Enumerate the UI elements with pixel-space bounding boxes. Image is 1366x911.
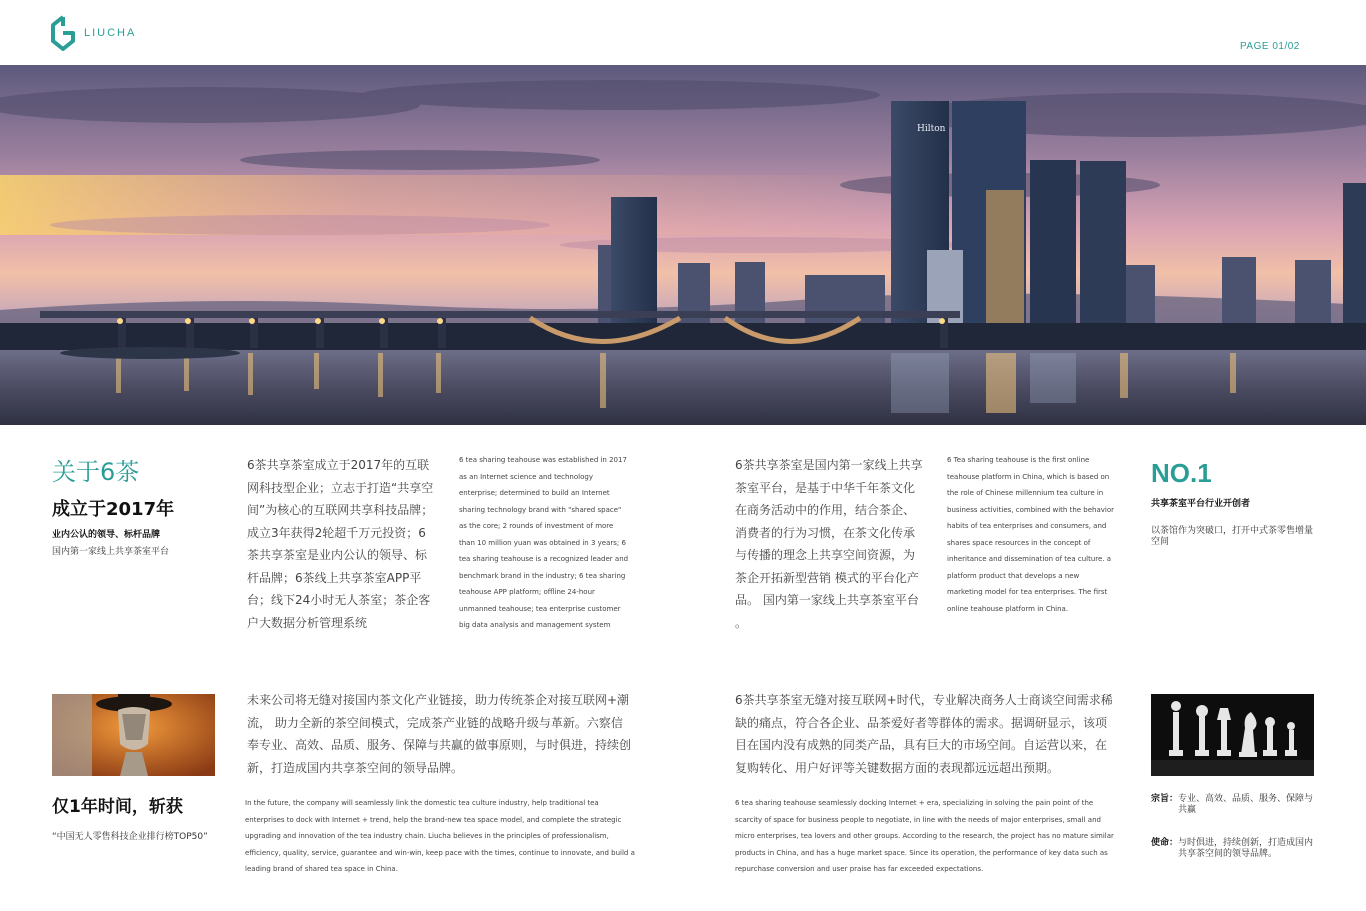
intro-chinese-text: 6茶共享茶室成立于2017年的互联网科技型企业；立志于打造“共享空间”为核心的互联网共享科技品牌；成立3年获得2轮超千万元投资；6茶共享茶室是业内公认的领导、标杆品牌；6茶线上共享茶室APP平台；线下24小时无人茶室；茶企客户大数据分析管理系统 — [247, 458, 434, 630]
purpose-label: 宗旨： — [1151, 794, 1179, 804]
hilton-sign: Hilton — [917, 124, 946, 134]
chess-pieces-image — [1151, 694, 1314, 776]
award-trophy-image — [52, 694, 215, 776]
platform-english-text: 6 Tea sharing teahouse is the first online teahouse platform in China, which is based on the role of Chinese millennium tea culture in business activities, combined with the behavior habits of tea enterprises and consumers, and shares space resources in the concept of inheritance and dissemination of tea culture. a platform product that develops a new marketing model for tea enterprises. The first online teahouse platform in China. — [947, 456, 1115, 613]
future-english-text: In the future, the company will seamlessly link the domestic tea culture industry, help traditional tea enterprises to dock with Internet + trend, help the brand-new tea space model, and complete the strategic upgrading and innovation of the tea industry chain. Liucha believes in the principles of professionalism, efficiency, quality, service, guarantee and win-win, keep pace with the times, continue to innovate, and build a leading brand of shared tea space in China. — [245, 799, 635, 873]
logo-mark-icon — [50, 15, 76, 51]
no1-heading: NO.1 — [1151, 458, 1212, 488]
no1-subtitle: 共享茶室平台行业开创者 — [1151, 499, 1251, 509]
brand-name: LIUCHA — [84, 27, 137, 39]
mission-label: 使命： — [1151, 838, 1179, 848]
no1-description: 以茶馆作为突破口，打开中式茶零售增量空间 — [1151, 526, 1314, 547]
market-english-text: 6 tea sharing teahouse seamlessly docking Internet + era, specializing in solving the pain point of the scarcity of space for business people to negotiate, in line with the needs of major enterprises, small and micro enterprises, tea lovers and other groups. According to the research, the project has no mature similar products in China, and has a huge market space. Since its operation, the performance of key data such as repurchase conversion and user praise has far exceeded expectations. — [735, 799, 1114, 873]
brand-logo[interactable] — [50, 15, 136, 51]
achievement-heading: 仅1年时间，斩获 — [52, 797, 183, 817]
mission-block — [1151, 838, 1316, 860]
purpose-block — [1151, 794, 1316, 816]
achievement-ranking: “中国无人零售科技企业排行榜TOP50” — [52, 832, 208, 842]
mission-text: 与时俱进，持续创新，打造成国内共享茶空间的领导品牌。 — [1178, 838, 1314, 859]
future-chinese-text: 未来公司将无缝对接国内茶文化产业链接，助力传统茶企对接互联网+潮流， 助力全新的茶空间模式，完成茶产业链的战略升级与革新。六察信奉专业、高效、品质、服务、保障与共赢的做事原则，与时俱进，持续创新，打造成国内共享茶空间的领导品牌。 — [247, 693, 632, 775]
platform-chinese-text: 6茶共享茶室是国内第一家线上共享茶室平台，是基于中华千年茶文化在商务活动中的作用，结合茶企、消费者的行为习惯，在茶文化传承与传播的理念上共享空间资源，为茶企开拓新型营销 模式的平台化产品。 国内第一家线上共享茶室平台 。 — [735, 458, 923, 630]
about-tagline: 业内公认的领导、标杆品牌 — [52, 530, 161, 540]
hero-skyline-image — [0, 65, 1366, 425]
market-chinese-text: 6茶共享茶室无缝对接互联网+时代，专业解决商务人士商谈空间需求稀缺的痛点，符合各企业、品茶爱好者等群体的需求。据调研显示，该项目在国内没有成熟的同类产品，具有巨大的市场空间。自运营以来，在复购转化、用户好评等关键数据方面的表现都远远超出预期。 — [735, 693, 1113, 775]
purpose-text: 专业、高效、品质、服务、保障与共赢 — [1178, 794, 1314, 815]
about-title: 关于6茶 — [52, 458, 140, 486]
founded-heading: 成立于2017年 — [52, 499, 175, 520]
intro-english-text: 6 tea sharing teahouse was established in 2017 as an Internet science and technology enterprise; determined to build an Internet sharing technology brand with "shared space" as the core; 2 rounds of investment of more than 10 million yuan was obtained in 3 years; 6 tea sharing teahouse is a recognized leader and benchmark brand in the industry; 6 tea sharing teahouse APP platform; offline 24-hour unmanned teahouse; tea enterprise customer big data analysis and management system — [459, 456, 629, 629]
about-subline: 国内第一家线上共享茶室平台 — [52, 547, 170, 557]
page-indicator: PAGE 01/02 — [1240, 41, 1300, 52]
